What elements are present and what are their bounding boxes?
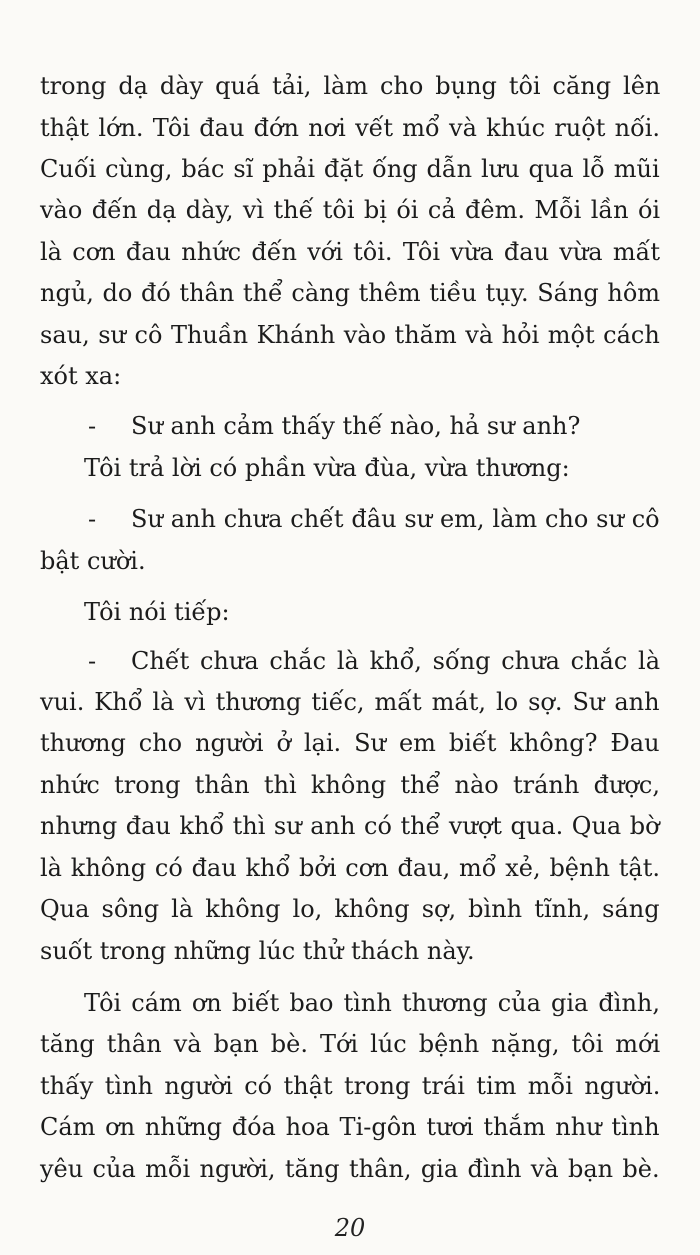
text-line: là cơn đau nhức đến với tôi. Tôi vừa đau vừa mất	[40, 238, 660, 266]
dialogue-line: Chết chưa chắc là khổ, sống chưa chắc là	[131, 647, 661, 675]
text-line: trong dạ dày quá tải, làm cho bụng tôi căng lên	[40, 72, 661, 100]
text-line: Tôi nói tiếp:	[84, 598, 230, 626]
dialogue-line: Sư anh cảm thấy thế nào, hả sư anh?	[131, 412, 581, 440]
text-line: thấy tình người có thật trong trái tim mỗi người.	[40, 1072, 661, 1100]
page-number: 20	[334, 1214, 366, 1242]
text-line: suốt trong những lúc thử thách này.	[40, 937, 475, 965]
text-line: yêu của mỗi người, tăng thân, gia đình và bạn bè.	[40, 1155, 660, 1183]
dialogue-dash: -	[87, 647, 97, 675]
text-line: Tôi trả lời có phần vừa đùa, vừa thương:	[84, 454, 570, 482]
text-line: sau, sư cô Thuần Khánh vào thăm và hỏi một cách	[40, 321, 660, 349]
text-line: tăng thân và bạn bè. Tới lúc bệnh nặng, tôi mới	[40, 1030, 661, 1058]
text-line: thật lớn. Tôi đau đớn nơi vết mổ và khúc ruột nối.	[40, 114, 661, 142]
dialogue-line: Sư anh chưa chết đâu sư em, làm cho sư cô	[131, 505, 660, 533]
text-line: bật cười.	[40, 547, 146, 575]
text-line: vui. Khổ là vì thương tiếc, mất mát, lo sợ. Sư anh	[40, 688, 660, 716]
dialogue-dash: -	[87, 505, 97, 533]
text-line: xót xa:	[40, 362, 122, 390]
text-line: Cuối cùng, bác sĩ phải đặt ống dẫn lưu qua lỗ mũi	[40, 155, 660, 183]
text-line: vào đến dạ dày, vì thế tôi bị ói cả đêm. Mỗi lần ói	[40, 196, 661, 224]
text-line: Qua sông là không lo, không sợ, bình tĩnh, sáng	[40, 895, 660, 923]
text-line: là không có đau khổ bởi cơn đau, mổ xẻ, bệnh tật.	[40, 854, 660, 882]
dialogue-dash: -	[87, 412, 97, 440]
text-line: nhưng đau khổ thì sư anh có thể vượt qua. Qua bờ	[40, 812, 660, 840]
text-line: thương cho người ở lại. Sư em biết không? Đau	[40, 729, 660, 757]
text-line: ngủ, do đó thân thể càng thêm tiều tụy. Sáng hôm	[40, 279, 661, 307]
text-line: Cám ơn những đóa hoa Ti-gôn tươi thắm như tình	[40, 1113, 660, 1141]
text-line: nhức trong thân thì không thể nào tránh được,	[40, 771, 660, 799]
text-line: Tôi cám ơn biết bao tình thương của gia đình,	[84, 989, 661, 1017]
